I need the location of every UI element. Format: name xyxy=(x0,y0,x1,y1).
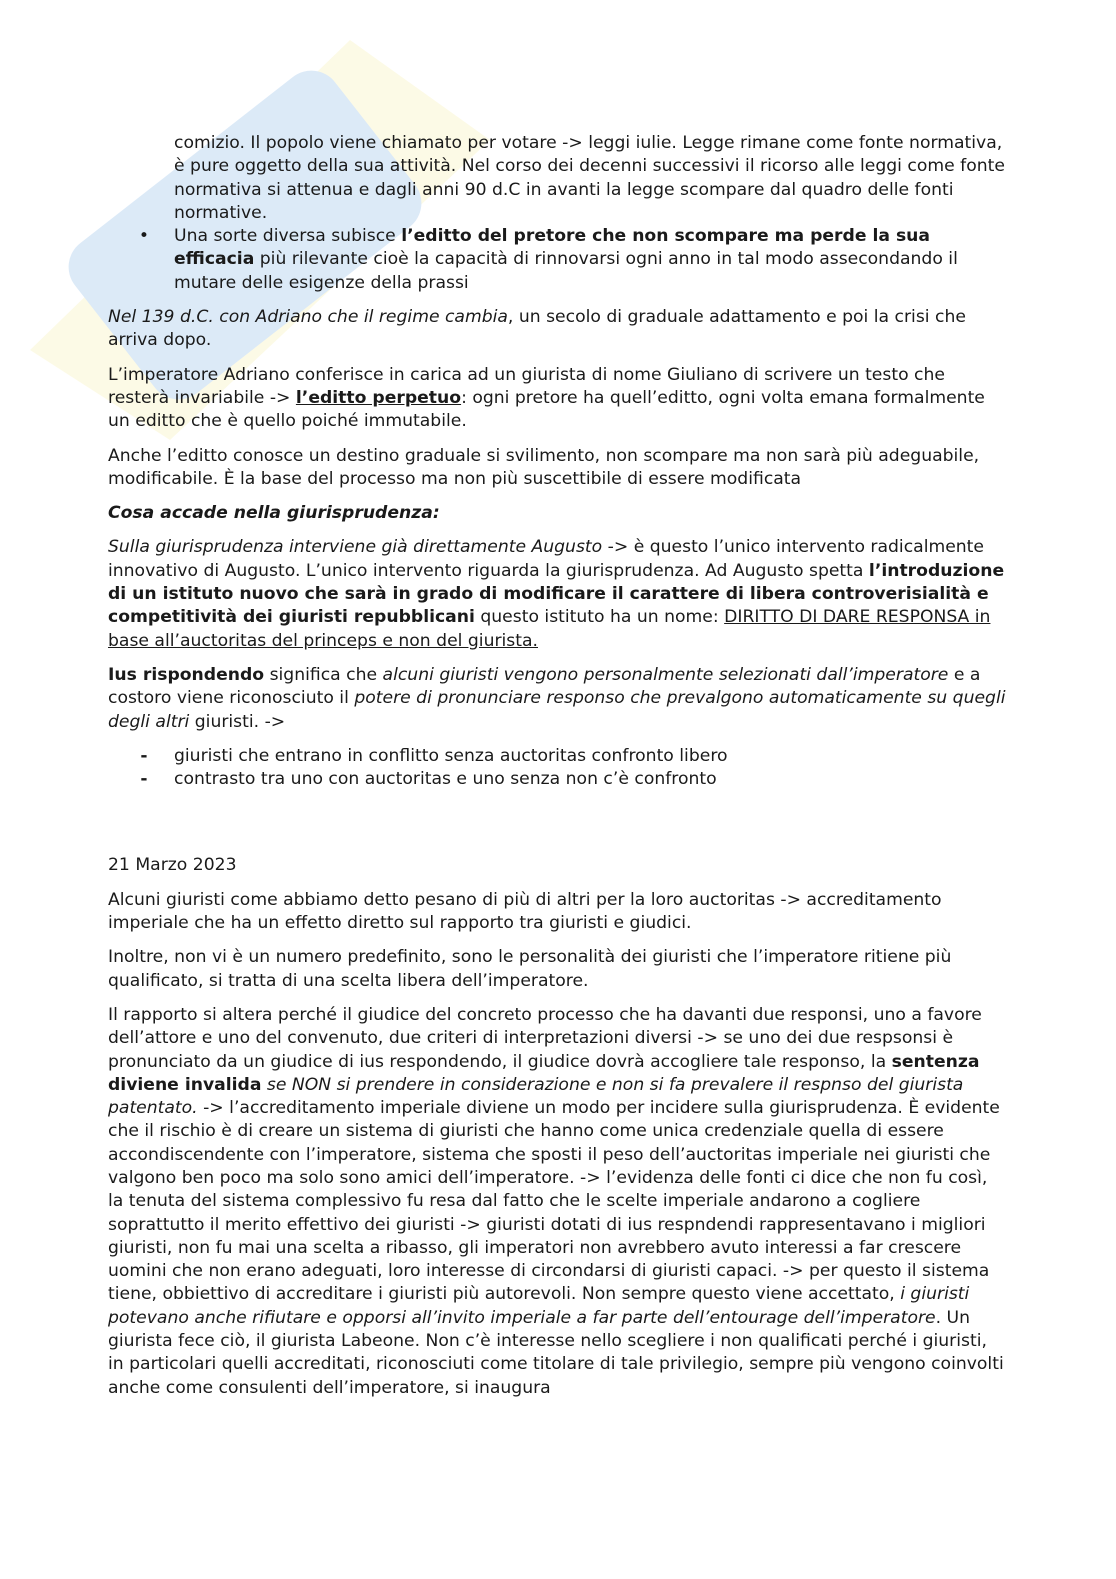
dash-item xyxy=(108,745,1008,768)
rapporto-italic-2: i giuristi potevano anche rifiutare e opporsi all’invito imperiale a far parte dell’entourage dell’imperatore xyxy=(108,1284,970,1328)
spacer xyxy=(108,802,1008,854)
dash-item xyxy=(108,768,1008,791)
ius-italic-2: potere di pronunciare responso che prevalgono automaticamente su quegli degli altri xyxy=(108,688,1006,732)
rapporto-text-2: -> l’accreditamento imperiale diviene un modo per incidere sulla giurisprudenza. È evidente che il rischio è di creare un sistema di giuristi che hanno come unica credenziale quella di essere accondiscendente con l’imperatore, sistema che sposti il peso dell’auctoritas imperiale nei giuristi che valgono ben poco ma solo sono amici dell’imperatore. -> l’evidenza delle fonti ci dice che non fu così, la tenuta del sistema complessivo fu resa dal fatto che le scelte imperiale andarono a cogliere soprattutto il merito effettivo dei giuristi -> giuristi dotati di ius respndendi rappresentavano i migliori giuristi, non fu mai una scelta a ribasso, gli imperatori non avrebbero avuto interessi a far crescere uomini che non erano adeguati, loro interesse di circondarsi di giuristi capaci. -> per questo il sistema tiene, obbiettivo di accreditare i giuristi più autorevoli. Non sempre questo viene accettato, xyxy=(108,1098,1000,1305)
paragraph-alcuni: Alcuni giuristi come abbiamo detto pesano di più di altri per la loro auctoritas -> accreditamento imperiale che ha un effetto diretto sul rapporto tra giuristi e giudici. xyxy=(108,889,942,934)
augusto-bold: l’introduzione di un istituto nuovo che sarà in grado di modificare il carattere di libera controverisialità e competitività dei giuristi repubblicani xyxy=(108,560,1005,628)
paragraph-ius-rispondendo xyxy=(108,664,1008,734)
augusto-text: -> è questo l’unico intervento radicalmente innovativo di Augusto. L’unico intervento riguarda la giurisprudenza. Ad Augusto spetta xyxy=(108,537,984,581)
rapporto-text-1: Il rapporto si altera perché il giudice del concreto processo che ha davanti due responsi, uno a favore dell’attore e uno del convenuto, due criteri di interpretazioni diversi -> se uno dei due respsonsi è pronunciato da un giudice di ius respondendo, il giudice dovrà accogliere tale responso, la xyxy=(108,1004,982,1072)
heading-text: Cosa accade nella giurisprudenza: xyxy=(108,503,440,524)
ius-text-2: e a costoro viene riconosciuto il xyxy=(108,664,981,709)
document-page xyxy=(108,132,1008,1411)
dash-item-text: contrasto tra uno con auctoritas e uno senza non c’è confronto xyxy=(174,769,717,790)
editto-perpetuo-term: l’editto perpetuo xyxy=(295,387,462,408)
rapporto-italic-1: se NON si prendere in considerazione e non si fa prevalere il respnso del giurista patentato. xyxy=(108,1074,964,1119)
augusto-text-2: questo istituto ha un nome: xyxy=(474,607,725,628)
augusto-italic: Sulla giurisprudenza interviene già direttamente Augusto xyxy=(108,537,603,558)
adriano-italic: Nel 139 d.C. con Adriano che il regime cambia xyxy=(108,307,508,328)
ius-text-3: giuristi. -> xyxy=(189,711,286,732)
paragraph-destino: Anche l’editto conosce un destino graduale si svilimento, non scompare ma non sarà più adeguabile, modificabile. È la base del processo ma non più suscettibile di essere modificata xyxy=(108,445,980,489)
dash-marker: - xyxy=(140,745,148,766)
ius-italic-1: alcuni giuristi vengono personalmente selezionati dall’imperatore xyxy=(382,664,949,685)
bullet-item-editto xyxy=(108,225,1008,295)
paragraph-adriano xyxy=(108,306,1008,353)
rapporto-text-3: . Un giurista fece ciò, il giurista Labeone. Non c’è interesse nello scegliere i non qualificati perché i giuristi, in particolari quelli accreditati, riconosciuti come titolare di tale privilegio, sempre più vengono coinvolti anche come consulenti dell’imperatore, si inaugura xyxy=(108,1307,1004,1398)
paragraph-augusto xyxy=(108,536,1008,652)
bullet-text-end: più rilevante cioè la capacità di rinnovarsi ogni anno in tal modo assecondando il mutare delle esigenze della prassi xyxy=(174,249,958,293)
imperatore-text-end: : ogni pretore ha quell’editto, ogni volta emana formalmente un editto che è quello poiché immutabile. xyxy=(108,387,985,432)
paragraph-imperatore xyxy=(108,364,1008,434)
imperatore-text: L’imperatore Adriano conferisce in carica ad un giurista di nome Giuliano di scrivere un testo che resterà invariabile -> xyxy=(108,364,945,408)
paragraph-inoltre: Inoltre, non vi è un numero predefinito, sono le personalità dei giuristi che l’imperatore ritiene più qualificato, si tratta di una scelta libera dell’imperatore. xyxy=(108,947,952,991)
bullet-text: Una sorte diversa subisce xyxy=(174,226,402,247)
continuation-paragraph: comizio. Il popolo viene chiamato per votare -> leggi iulie. Legge rimane come fonte normativa, è pure oggetto della sua attività. Nel corso dei decenni successivi il ricorso alle leggi come fonte normativa si attenua e dagli anni 90 d.C in avanti la legge scompare dal quadro delle fonti normative. xyxy=(174,133,1005,223)
dash-marker: - xyxy=(140,769,148,790)
bullet-bold-text: l’editto del pretore che non scompare ma perde la sua efficacia xyxy=(174,226,931,270)
heading-giurisprudenza xyxy=(108,502,1008,525)
bullet-marker: • xyxy=(138,226,150,247)
diritto-responsa-term: DIRITTO DI DARE RESPONSA in base all’auctoritas del princeps e non del giurista. xyxy=(108,607,991,651)
paragraph-rapporto xyxy=(108,1004,1008,1400)
date-heading: 21 Marzo 2023 xyxy=(108,855,237,876)
rapporto-bold: sentenza diviene invalida xyxy=(108,1051,980,1095)
adriano-text: , un secolo di graduale adattamento e poi la crisi che arriva dopo. xyxy=(108,307,966,351)
ius-text-1: significa che xyxy=(264,664,383,685)
ius-bold: Ius rispondendo xyxy=(108,664,265,685)
dash-list xyxy=(108,745,1008,792)
dash-item-text: giuristi che entrano in conflitto senza auctoritas confronto libero xyxy=(174,745,728,766)
